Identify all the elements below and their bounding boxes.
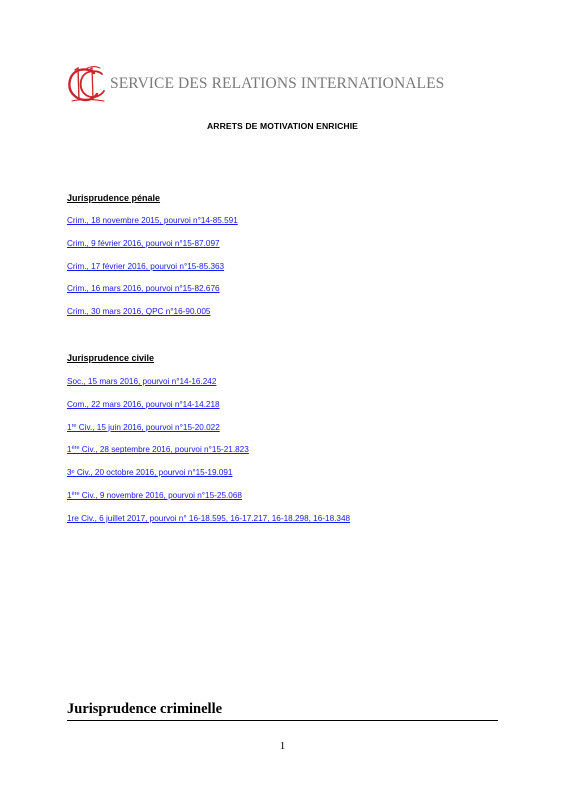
ruling-link[interactable]: Crim., 18 novembre 2015, pourvoi n°14-85.591 bbox=[67, 216, 238, 225]
list-item bbox=[67, 262, 238, 285]
ordinal-superscript: ère bbox=[71, 445, 80, 452]
list-item bbox=[67, 468, 350, 491]
list-item bbox=[67, 400, 350, 423]
ruling-link-prefix: 1 bbox=[67, 490, 72, 500]
list-item bbox=[67, 445, 350, 468]
list-item bbox=[67, 284, 238, 307]
letterhead bbox=[64, 64, 444, 104]
ruling-link-prefix: 1 bbox=[67, 445, 72, 455]
list-item bbox=[67, 514, 350, 537]
ruling-link[interactable]: Crim., 9 février 2016, pourvoi n°15-87.097 bbox=[67, 238, 220, 248]
heading-divider bbox=[67, 720, 498, 721]
civile-link-list bbox=[67, 377, 350, 537]
list-item bbox=[67, 307, 238, 330]
cour-de-cassation-monogram-logo bbox=[64, 64, 110, 104]
ruling-link[interactable]: Soc., 15 mars 2016, pourvoi n°14-16.242 bbox=[67, 377, 217, 386]
ruling-link[interactable]: Crim., 30 mars 2016, QPC n°16-90.005 bbox=[67, 307, 211, 317]
ruling-link[interactable]: 1re Civ., 6 juillet 2017, pourvoi n° 16-18.595, 16-17.217, 16-18.298, 16-18.348 bbox=[67, 513, 351, 523]
ruling-link-prefix: 1 bbox=[67, 422, 72, 432]
ruling-link[interactable]: 3ᵉ Civ., 20 octobre 2016, pourvoi n°15-19.091 bbox=[67, 468, 233, 478]
list-item bbox=[67, 216, 238, 239]
penale-link-list bbox=[67, 216, 238, 330]
section-heading-civile: Jurisprudence civile bbox=[67, 353, 155, 363]
ordinal-superscript: re bbox=[71, 422, 77, 429]
page-number: 1 bbox=[279, 740, 286, 752]
document-title: ARRETS DE MOTIVATION ENRICHIE bbox=[206, 121, 359, 131]
list-item bbox=[67, 423, 350, 446]
ruling-link-rest: Civ., 9 novembre 2016, pourvoi n°15-25.068 bbox=[79, 490, 242, 500]
ruling-link-rest: Civ., 15 juin 2016, pourvoi n°15-20.022 bbox=[76, 422, 220, 432]
ruling-link[interactable] bbox=[67, 491, 242, 500]
list-item bbox=[67, 239, 238, 262]
ruling-link-rest: Civ., 28 septembre 2016, pourvoi n°15-21.823 bbox=[79, 445, 249, 455]
list-item bbox=[67, 377, 350, 400]
ruling-link[interactable]: Crim., 17 février 2016, pourvoi n°15-85.363 bbox=[67, 261, 225, 271]
section-heading-criminelle: Jurisprudence criminelle bbox=[67, 701, 223, 717]
ruling-link[interactable] bbox=[67, 445, 249, 454]
list-item bbox=[67, 491, 350, 514]
section-heading-penale: Jurisprudence pénale bbox=[67, 193, 161, 203]
ruling-link[interactable] bbox=[67, 423, 220, 432]
ruling-link[interactable]: Crim., 16 mars 2016, pourvoi n°15-82.676 bbox=[67, 284, 220, 294]
ruling-link[interactable]: Com., 22 mars 2016, pourvoi n°14-14.218 bbox=[67, 399, 220, 409]
ordinal-superscript: ère bbox=[71, 490, 80, 497]
service-name: SERVICE DES RELATIONS INTERNATIONALES bbox=[110, 75, 445, 92]
